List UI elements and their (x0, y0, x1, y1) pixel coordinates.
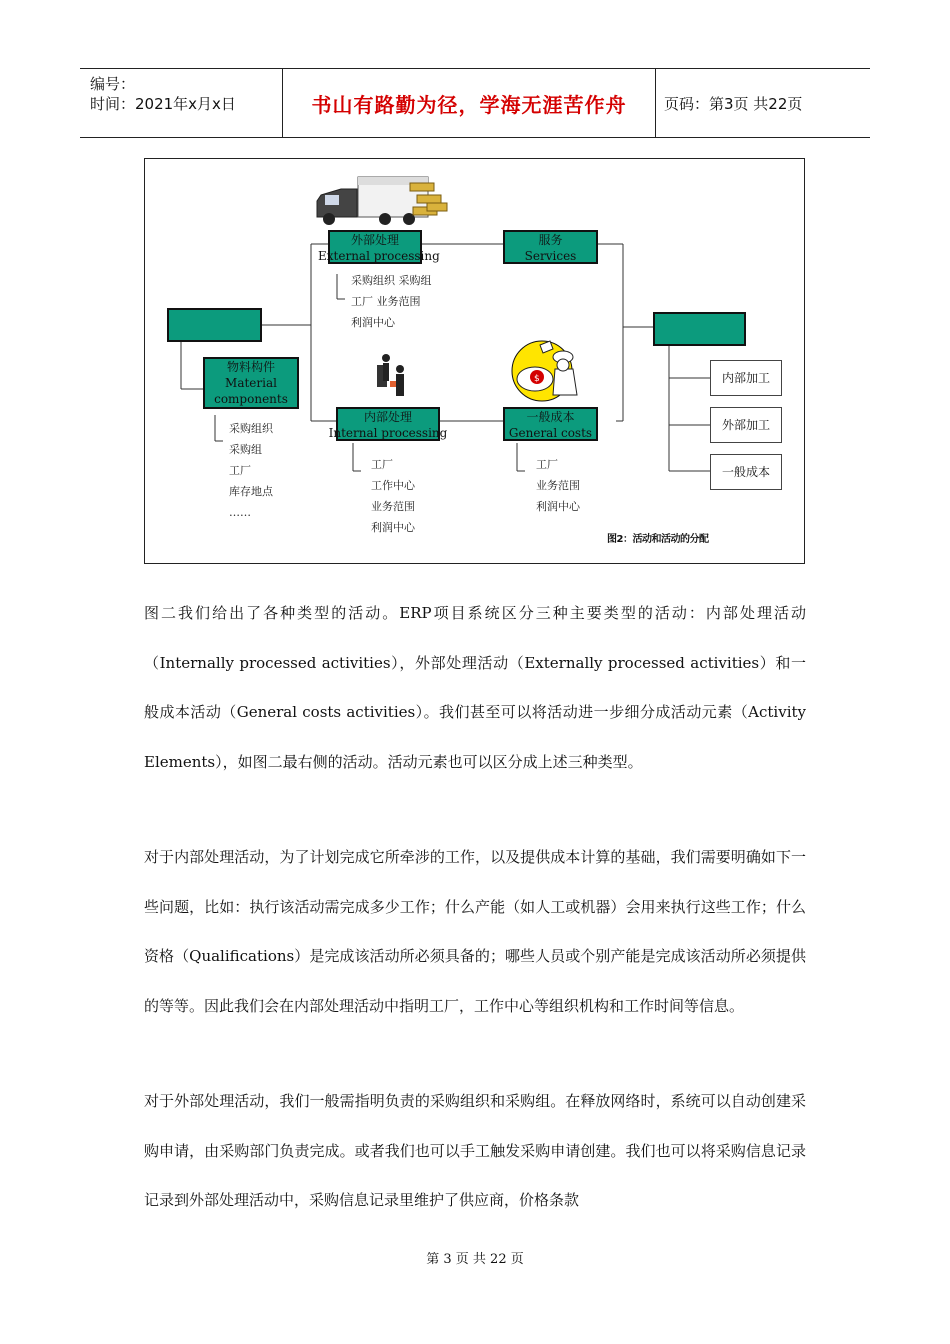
motto: 书山有路勤为径，学海无涯苦作舟 (311, 92, 627, 117)
material-components-box (203, 357, 299, 409)
list-item: 采购组 (229, 443, 262, 456)
list-item: 采购组织 (229, 422, 273, 435)
general-costs-zh: 一般成本 (526, 410, 575, 424)
header-motto-cell (283, 69, 656, 137)
list-item: 利润中心 (351, 316, 395, 329)
list-item: 库存地点 (229, 485, 273, 498)
doc-time-label: 时间：2021年x月x日 (90, 95, 236, 113)
paragraph-3: 对于外部处理活动，我们一般需指明负责的采购组织和采购组。在释放网络时，系统可以自动创建采购申请，由采购部门负责完成。或者我们也可以手工触发采购申请创建。我们也可以将采购信息记录记录到外部处理活动中，采购信息记录里维护了供应商，价格条款 (144, 1092, 806, 1209)
services-en: Services (524, 249, 577, 263)
paragraph-1: 图二我们给出了各种类型的活动。ERP项目系统区分三种主要类型的活动：内部处理活动（Internally processed activities），外部处理活动（Externally processed activities）和一般成本活动（General costs activities）。我们甚至可以将活动进一步细分成活动元素（Activity Elements），如图二最右侧的活动。活动元素也可以区分成上述三种类型。 (144, 604, 806, 771)
services-zh: 服务 (538, 233, 563, 247)
general-org-list (536, 454, 580, 517)
list-item: 工厂 业务范围 (351, 295, 421, 308)
list-item: 工作中心 (371, 479, 415, 492)
figure-caption: 图2：活动和活动的分配 (607, 534, 709, 545)
list-item: 利润中心 (371, 521, 415, 534)
internal-processing-box (328, 407, 448, 441)
pig-money-icon (512, 341, 577, 401)
services-box (503, 230, 598, 264)
external-processing-en: External processing (318, 249, 440, 263)
activity-box (167, 308, 262, 342)
right-item-external: 外部加工 (710, 407, 782, 443)
external-processing-box (318, 230, 440, 264)
list-item: 业务范围 (536, 479, 580, 492)
list-item: 采购组织 采购组 (351, 274, 432, 287)
list-item: 利润中心 (536, 500, 580, 513)
internal-processing-en: Internal processing (328, 426, 448, 440)
activity-diagram (144, 158, 805, 564)
internal-processing-zh: 内部处理 (363, 410, 412, 424)
page-number-label: 页码：第3页 共22页 (664, 94, 803, 113)
material-components-zh: 物料构件 (226, 360, 275, 374)
list-item: 业务范围 (371, 500, 415, 513)
list-item: 工厂 (371, 458, 393, 471)
page-header (80, 68, 870, 138)
material-components-en1: Material (225, 376, 277, 390)
page-footer: 第 3 页 共 22 页 (426, 1252, 524, 1267)
right-item-general: 一般成本 (710, 454, 782, 490)
header-page-cell (656, 69, 870, 137)
material-components-en2: components (214, 392, 288, 406)
material-org-list (229, 418, 273, 523)
paragraph-2: 对于内部处理活动，为了计划完成它所牵涉的工作，以及提供成本计算的基础，我们需要明确如下一些问题，比如：执行该活动需完成多少工作；什么产能（如人工或机器）会用来执行这些工作；什么资格（Qualifications）是完成该活动所必须具备的；哪些人员或个别产能是完成该活动所必须提供的等等。因此我们会在内部处理活动中指明工厂，工作中心等组织机构和工作时间等信息。 (144, 848, 806, 1015)
activity-elements-box (653, 312, 746, 346)
right-item-internal: 内部加工 (710, 360, 782, 396)
external-processing-zh: 外部处理 (350, 233, 399, 247)
internal-org-list (371, 454, 415, 538)
workers-icon (377, 354, 404, 396)
external-org-list (351, 270, 432, 333)
doc-number-label: 编号： (90, 75, 136, 93)
list-item: 工厂 (536, 458, 558, 471)
general-costs-en: General costs (508, 426, 593, 440)
header-left-cell (80, 69, 283, 137)
svg-text:$: $ (534, 374, 540, 384)
general-costs-box (503, 407, 598, 441)
list-item: 工厂 (229, 464, 251, 477)
list-item: …… (229, 506, 251, 519)
